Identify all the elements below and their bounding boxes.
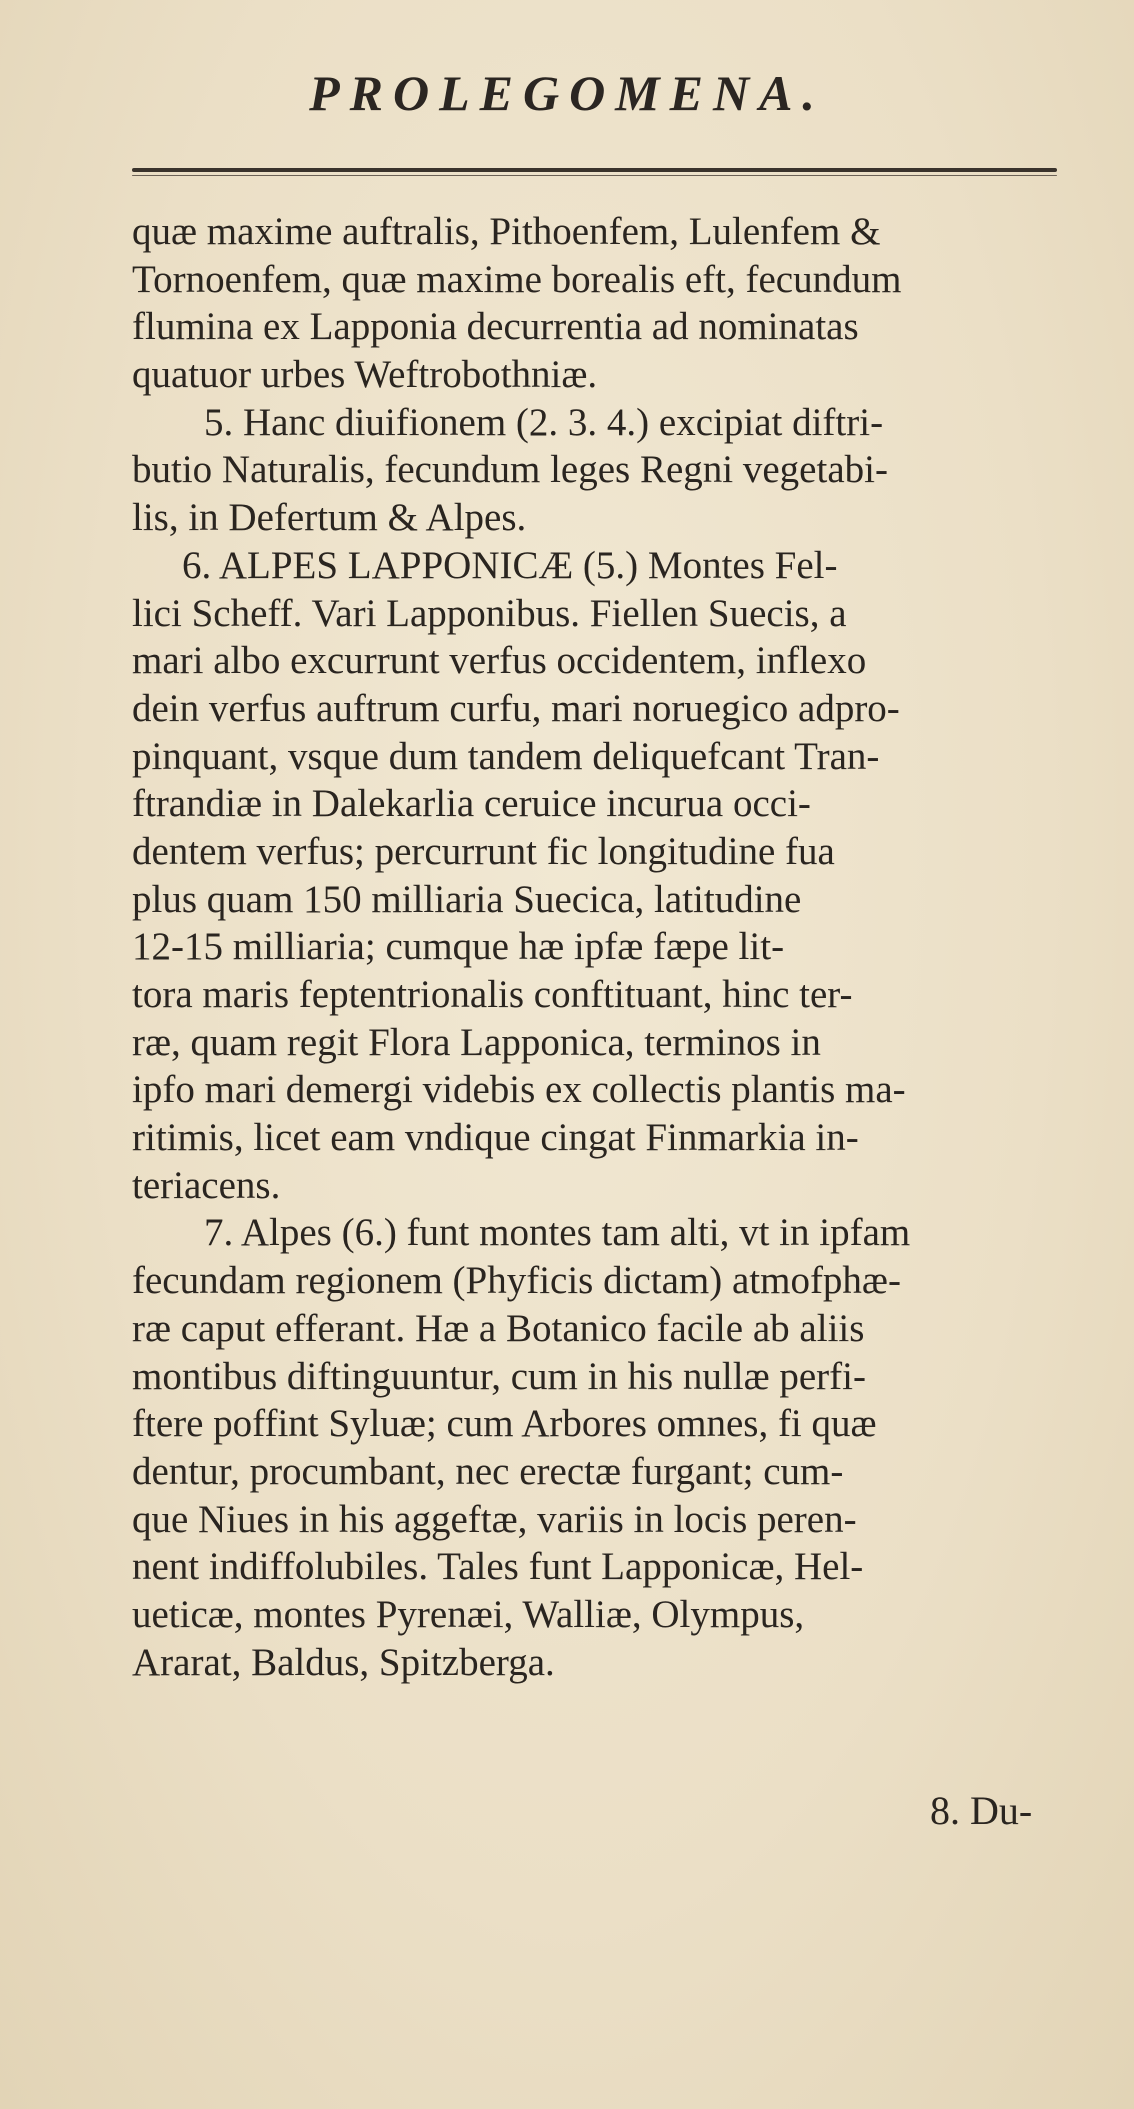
text-line: dein verfus auftrum curfu, mari noruegico adpro- [132,686,900,730]
text-line: Ararat, Baldus, Spitzberga. [132,1640,555,1684]
text-line: ipfo mari demergi videbis ex collectis plantis ma- [132,1068,906,1112]
text-line: 7. Alpes (6.) funt montes tam alti, vt in ipfam [204,1211,911,1255]
text-line: ueticæ, montes Pyrenæi, Walliæ, Olympus, [132,1592,805,1636]
running-head: PROLEGOMENA. [309,65,825,121]
text-line: quatuor urbes Weftrobothniæ. [132,353,598,397]
text-line: butio Naturalis, fecundum leges Regni vegetabi- [132,448,888,492]
text-line: montibus diftinguuntur, cum in his nullæ perfi- [132,1354,866,1398]
text-line: ritimis, licet eam vndique cingat Finmarkia in- [132,1116,859,1160]
text-line: ftere poffint Syluæ; cum Arbores omnes, fi quæ [132,1402,877,1446]
text-line: quæ maxime auftralis, Pithoenfem, Lulenfem & [132,210,881,253]
text-line: pinquant, vsque dum tandem deliquefcant Tran- [132,734,880,778]
text-line: ftrandiæ in Dalekarlia ceruice incurua occi- [132,782,811,826]
text-line: plus quam 150 milliaria Suecica, latitudine [132,877,802,921]
text-line: 5. Hanc diuifionem (2. 3. 4.) excipiat diftri- [204,400,884,444]
text-line: tora maris feptentrionalis conftituant, hinc ter- [132,973,853,1016]
head-rule [132,168,1057,172]
text-line: lici Scheff. Vari Lapponibus. Fiellen Suecis, a [132,591,847,635]
text-line: fecundam regionem (Phyficis dictam) atmofphæ- [132,1259,901,1303]
catchword: 8. Du- [930,1788,1033,1833]
text-line: dentem verfus; percurrunt fic longitudine fua [132,829,835,873]
text-line: Tornoenfem, quæ maxime borealis eft, fecundum [132,257,902,301]
section-heading: 6. ALPES LAPPONICÆ (5.) Montes Fel- [182,543,838,587]
text-line: que Niues in his aggeftæ, variis in locis peren- [132,1497,857,1541]
text-line: 12-15 milliaria; cumque hæ ipfæ fæpe lit- [132,925,785,969]
text-line: nent indiffolubiles. Tales funt Lapponicæ, Hel- [132,1545,864,1589]
text-line: teriacens. [132,1163,281,1207]
text-line: flumina ex Lapponia decurrentia ad nominatas [132,305,859,349]
text-line: mari albo excurrunt verfus occidentem, inflexo [132,639,867,683]
body-text [132,208,1062,1686]
text-line: lis, in Defertum & Alpes. [132,496,527,540]
text-line: ræ, quam regit Flora Lapponica, terminos in [132,1020,821,1064]
text-line: ræ caput efferant. Hæ a Botanico facile ab aliis [132,1306,865,1350]
text-line: dentur, procumbant, nec erectæ furgant; cum- [132,1449,844,1493]
head-rule-thin [132,175,1057,176]
